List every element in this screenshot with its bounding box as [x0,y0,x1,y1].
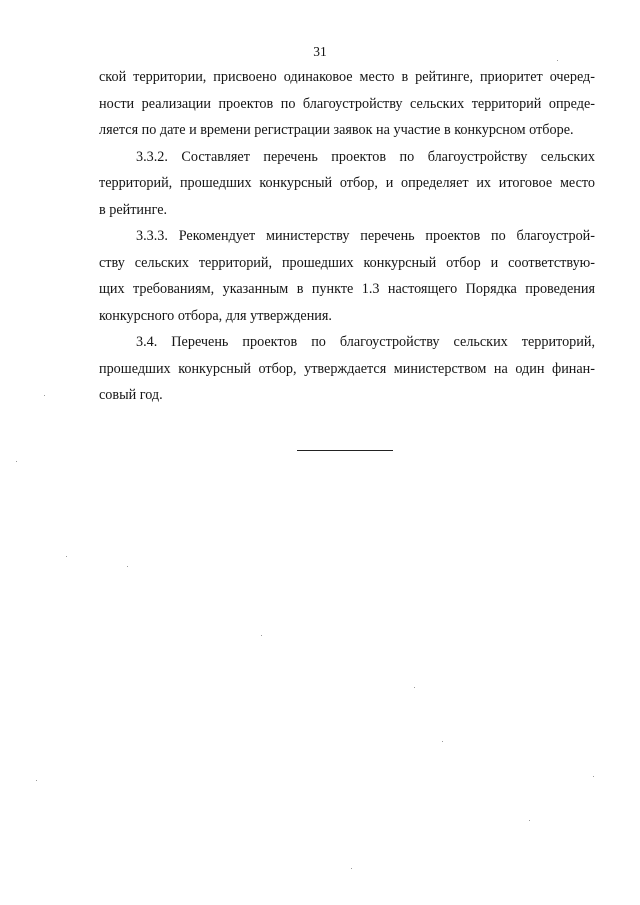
scan-speck [127,566,128,567]
text-line: совый год. [99,387,163,403]
end-divider-line [297,450,393,451]
paragraph-3-3-3 [99,223,595,329]
scan-speck [16,461,17,462]
scan-speck [351,868,352,869]
text-line: 3.4. Перечень проектов по благоустройству сельских территорий, [136,334,595,350]
paragraph-continuation [99,64,595,144]
text-line: ности реализации проектов по благоустройству сельских территорий опреде- [99,95,595,112]
text-line: ской территории, присвоено одинаковое место в рейтинге, приоритет очеред- [99,69,595,85]
text-line: ляется по дате и времени регистрации заявок на участие в конкурсном отборе. [99,122,574,138]
text-line: прошедших конкурсный отбор, утверждается министерством на один финан- [99,360,595,377]
text-line: в рейтинге. [99,201,168,218]
scan-speck [593,776,594,777]
scan-speck [44,395,45,396]
scan-speck [66,556,67,557]
scan-speck [36,780,37,781]
text-line: 3.3.3. Рекомендует министерству перечень проектов по благоустрой- [136,228,595,244]
page-number: 31 [313,44,327,59]
scan-speck [261,635,262,636]
text-line: конкурсного отбора, для утверждения. [99,307,332,324]
paragraph-3-3-2 [99,144,595,224]
text-line: щих требованиям, указанным в пункте 1.3 настоящего Порядка проведения [99,281,595,297]
scan-speck [529,820,530,821]
document-body [99,64,595,409]
text-line: 3.3.2. Составляет перечень проектов по благоустройству сельских [136,148,595,165]
scan-speck [414,687,415,688]
scan-speck [442,741,443,742]
text-line: ству сельских территорий, прошедших конкурсный отбор и соответствую- [99,254,595,271]
scan-speck [557,60,558,61]
paragraph-3-4 [99,329,595,409]
text-line: территорий, прошедших конкурсный отбор, и определяет их итоговое место [99,175,595,191]
